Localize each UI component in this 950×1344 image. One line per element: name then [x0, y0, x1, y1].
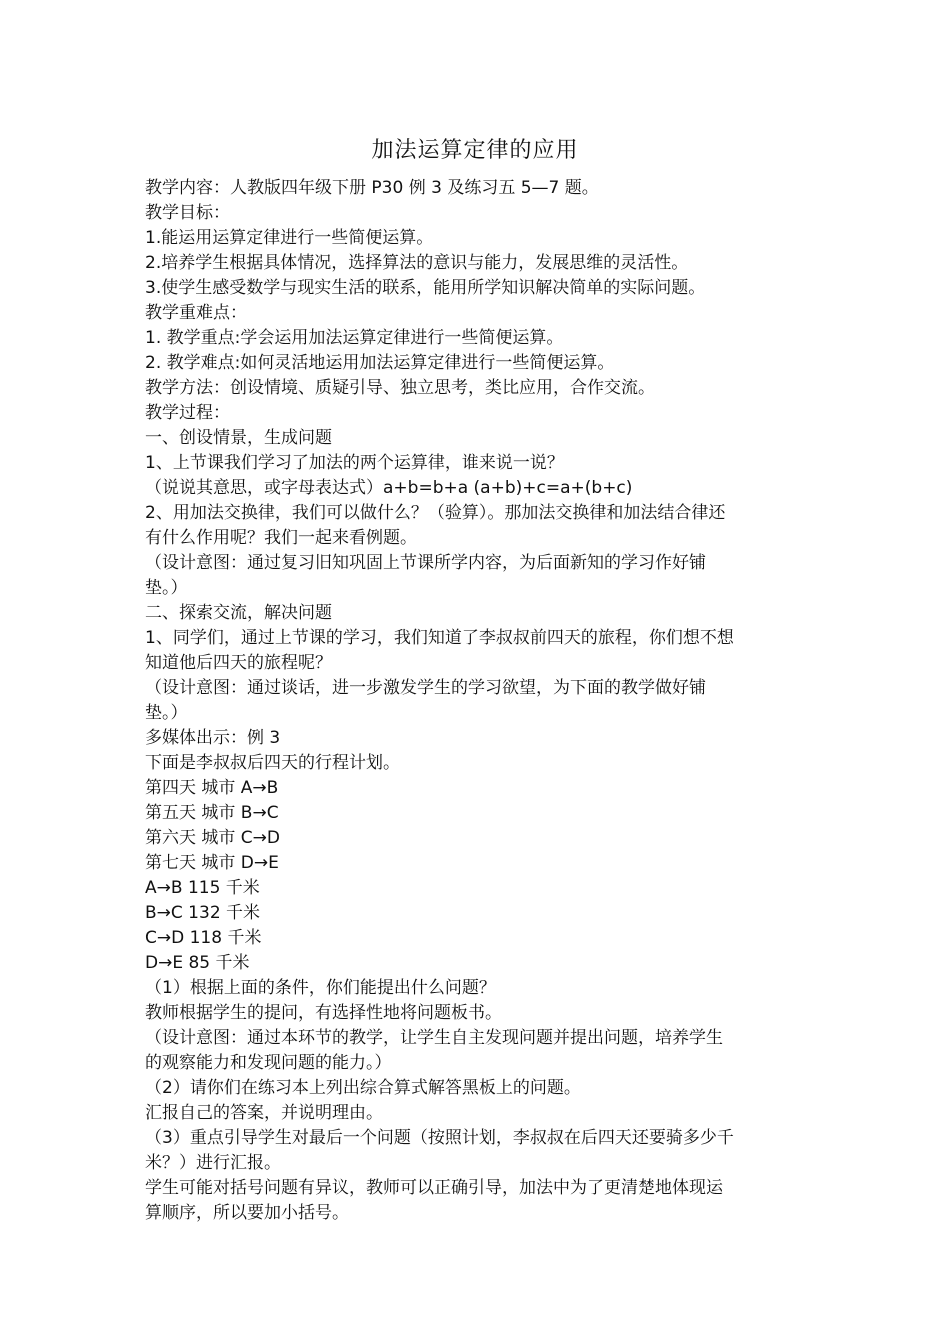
text-line: 垫。）	[145, 578, 188, 598]
text-line: 2.培养学生根据具体情况，选择算法的意识与能力，发展思维的灵活性。	[145, 253, 689, 273]
text-line: 有什么作用呢？我们一起来看例题。	[145, 528, 417, 548]
text-line: 知道他后四天的旅程呢？	[145, 653, 332, 673]
text-line: 垫。）	[145, 703, 188, 723]
text-line: 二、探索交流，解决问题	[145, 603, 332, 623]
text-line: A→B 115 千米	[145, 878, 260, 898]
text-line: 第七天 城市 D→E	[145, 853, 279, 873]
text-line: 算顺序，所以要加小括号。	[145, 1203, 349, 1223]
text-line: 教学重难点：	[145, 303, 247, 323]
text-line: 3.使学生感受数学与现实生活的联系，能用所学知识解决简单的实际问题。	[145, 278, 706, 298]
text-line: 米？）进行汇报。	[145, 1153, 281, 1173]
text-line: 下面是李叔叔后四天的行程计划。	[145, 753, 400, 773]
text-line: 1、同学们，通过上节课的学习，我们知道了李叔叔前四天的旅程，你们想不想	[145, 628, 734, 648]
text-line: 第五天 城市 B→C	[145, 803, 279, 823]
text-line: 教学目标：	[145, 203, 230, 223]
text-line: （说说其意思，或字母表达式）a+b=b+a (a+b)+c=a+(b+c)	[145, 478, 633, 498]
text-line: 2、用加法交换律，我们可以做什么？（验算）。那加法交换律和加法结合律还	[145, 503, 726, 523]
text-line: （设计意图：通过谈话，进一步激发学生的学习欲望，为下面的教学做好铺	[145, 678, 706, 698]
text-line: 教师根据学生的提问，有选择性地将问题板书。	[145, 1003, 502, 1023]
text-line: 1.能运用运算定律进行一些简便运算。	[145, 228, 434, 248]
text-line: 的观察能力和发现问题的能力。）	[145, 1053, 392, 1073]
document-body	[145, 176, 815, 1226]
text-line: 1. 教学重点:学会运用加法运算定律进行一些简便运算。	[145, 328, 564, 348]
text-line: 第四天 城市 A→B	[145, 778, 279, 798]
text-line: 教学过程：	[145, 403, 230, 423]
text-line: 教学内容：人教版四年级下册 P30 例 3 及练习五 5—7 题。	[145, 178, 599, 198]
text-line: 第六天 城市 C→D	[145, 828, 281, 848]
text-line: 1、上节课我们学习了加法的两个运算律，谁来说一说？	[145, 453, 564, 473]
text-line: B→C 132 千米	[145, 903, 261, 923]
text-line: （设计意图：通过本环节的教学，让学生自主发现问题并提出问题，培养学生	[145, 1028, 723, 1048]
text-line: 学生可能对括号问题有异议，教师可以正确引导，加法中为了更清楚地体现运	[145, 1178, 723, 1198]
document-title: 加法运算定律的应用	[371, 138, 579, 163]
text-line: 教学方法：创设情境、质疑引导、独立思考，类比应用，合作交流。	[145, 378, 655, 398]
text-line: 汇报自己的答案，并说明理由。	[145, 1103, 383, 1123]
text-line: （2）请你们在练习本上列出综合算式解答黑板上的问题。	[145, 1078, 581, 1098]
text-line: （3）重点引导学生对最后一个问题（按照计划，李叔叔在后四天还要骑多少千	[145, 1128, 734, 1148]
text-line: （设计意图：通过复习旧知巩固上节课所学内容，为后面新知的学习作好铺	[145, 553, 706, 573]
text-line: 一、创设情景，生成问题	[145, 428, 332, 448]
text-line: （1）根据上面的条件，你们能提出什么问题？	[145, 978, 496, 998]
text-line: 2. 教学难点:如何灵活地运用加法运算定律进行一些简便运算。	[145, 353, 615, 373]
text-line: 多媒体出示：例 3	[145, 728, 281, 748]
text-line: D→E 85 千米	[145, 953, 250, 973]
text-line: C→D 118 千米	[145, 928, 262, 948]
